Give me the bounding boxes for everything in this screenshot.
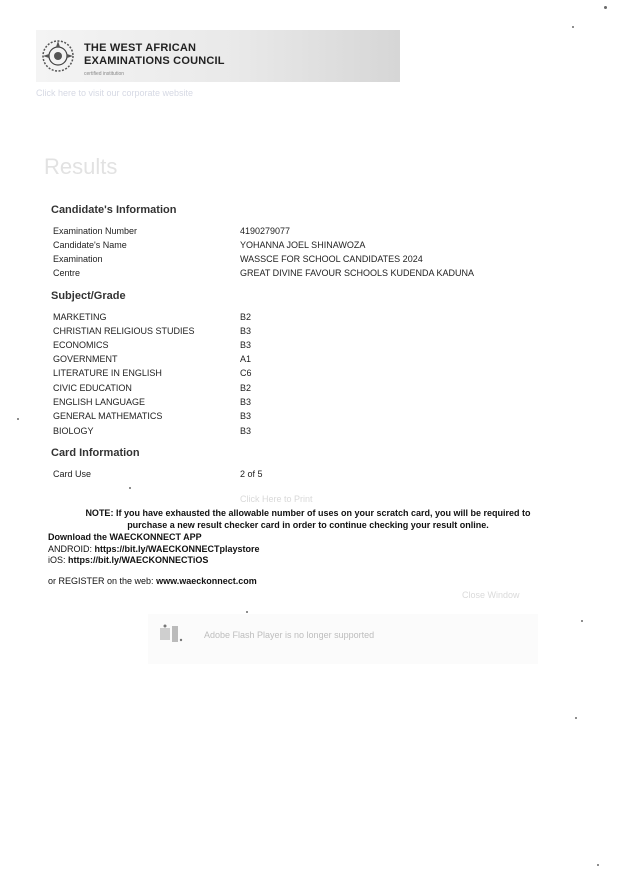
scan-speck — [129, 487, 131, 489]
subject-grade: B2 — [240, 312, 252, 322]
subject-name: CHRISTIAN RELIGIOUS STUDIES — [53, 326, 195, 336]
android-link[interactable]: https://bit.ly/WAECKONNECTplaystore — [94, 544, 260, 554]
examination-label: Examination — [53, 254, 103, 264]
ios-label: iOS: — [48, 555, 66, 565]
scan-speck — [572, 26, 574, 28]
scan-speck — [597, 864, 599, 866]
download-app-text — [48, 532, 202, 542]
org-tagline: certified institution — [84, 71, 125, 77]
subject-grade: B3 — [240, 426, 252, 436]
candidate-name-label: Candidate's Name — [53, 240, 127, 250]
subject-grade: B3 — [240, 397, 252, 407]
card-use-value: 2 of 5 — [240, 469, 263, 479]
centre-value: GREAT DIVINE FAVOUR SCHOOLS KUDENDA KADUNA — [240, 268, 475, 278]
subject-name: GOVERNMENT — [53, 354, 118, 364]
candidate-info-title: Candidate's Information — [51, 204, 177, 216]
note-line2: purchase a new result checker card in order to continue checking your result online. — [127, 520, 489, 530]
subject-name: LITERATURE IN ENGLISH — [53, 368, 162, 378]
subject-grade: B3 — [240, 326, 252, 336]
org-name — [84, 42, 225, 68]
subject-grade: A1 — [240, 354, 252, 364]
subject-name: MARKETING — [53, 312, 107, 322]
note-label: NOTE: — [85, 508, 114, 518]
card-info-title: Card Information — [51, 447, 140, 459]
subject-name: CIVIC EDUCATION — [53, 383, 132, 393]
register-link[interactable]: www.waeckonnect.com — [156, 576, 257, 586]
flash-message: Adobe Flash Player is no longer supported — [204, 630, 375, 640]
print-button[interactable]: Click Here to Print — [240, 494, 313, 504]
org-name-line1: THE WEST AFRICAN — [84, 42, 197, 54]
note-line1: If you have exhausted the allowable number of uses on your scratch card, you will be required to — [115, 508, 531, 518]
centre-label: Centre — [53, 268, 81, 278]
subject-name: BIOLOGY — [53, 426, 94, 436]
ios-link[interactable]: https://bit.ly/WAECKONNECTiOS — [68, 555, 209, 565]
subject-grade: B2 — [240, 383, 252, 393]
waec-logo-icon — [40, 38, 76, 74]
subject-grade: B3 — [240, 411, 252, 421]
exam-number-label: Examination Number — [53, 226, 138, 236]
scan-speck — [246, 611, 248, 613]
page-title: Results — [44, 154, 118, 179]
scan-speck — [575, 717, 577, 719]
corporate-website-link[interactable]: Click here to visit our corporate website — [36, 88, 194, 98]
subject-name: GENERAL MATHEMATICS — [53, 411, 163, 421]
plugin-icon — [156, 622, 186, 646]
scan-speck — [17, 418, 19, 420]
ios-line — [48, 555, 208, 565]
register-line — [48, 576, 257, 586]
subject-grade: B3 — [240, 340, 252, 350]
org-name-line2: EXAMINATIONS COUNCIL — [84, 55, 225, 67]
examination-value: WASSCE FOR SCHOOL CANDIDATES 2024 — [240, 254, 423, 264]
android-label: ANDROID: — [48, 544, 93, 554]
subject-grade: C6 — [240, 368, 252, 378]
register-prefix: or REGISTER on the web: — [48, 576, 154, 586]
close-window-button[interactable]: Close Window — [462, 590, 520, 600]
candidate-name-value: YOHANNA JOEL SHINAWOZA — [240, 240, 366, 250]
note-message — [48, 507, 568, 531]
exam-number-value: 4190279077 — [240, 226, 291, 236]
android-line — [48, 544, 260, 554]
subject-name: ECONOMICS — [53, 340, 109, 350]
download-app-label: Download the WAECKONNECT APP — [48, 532, 202, 542]
scan-speck — [604, 6, 607, 9]
subject-grade-title: Subject/Grade — [51, 290, 126, 302]
subject-name: ENGLISH LANGUAGE — [53, 397, 146, 407]
scan-speck — [581, 620, 583, 622]
card-use-label: Card Use — [53, 469, 92, 479]
